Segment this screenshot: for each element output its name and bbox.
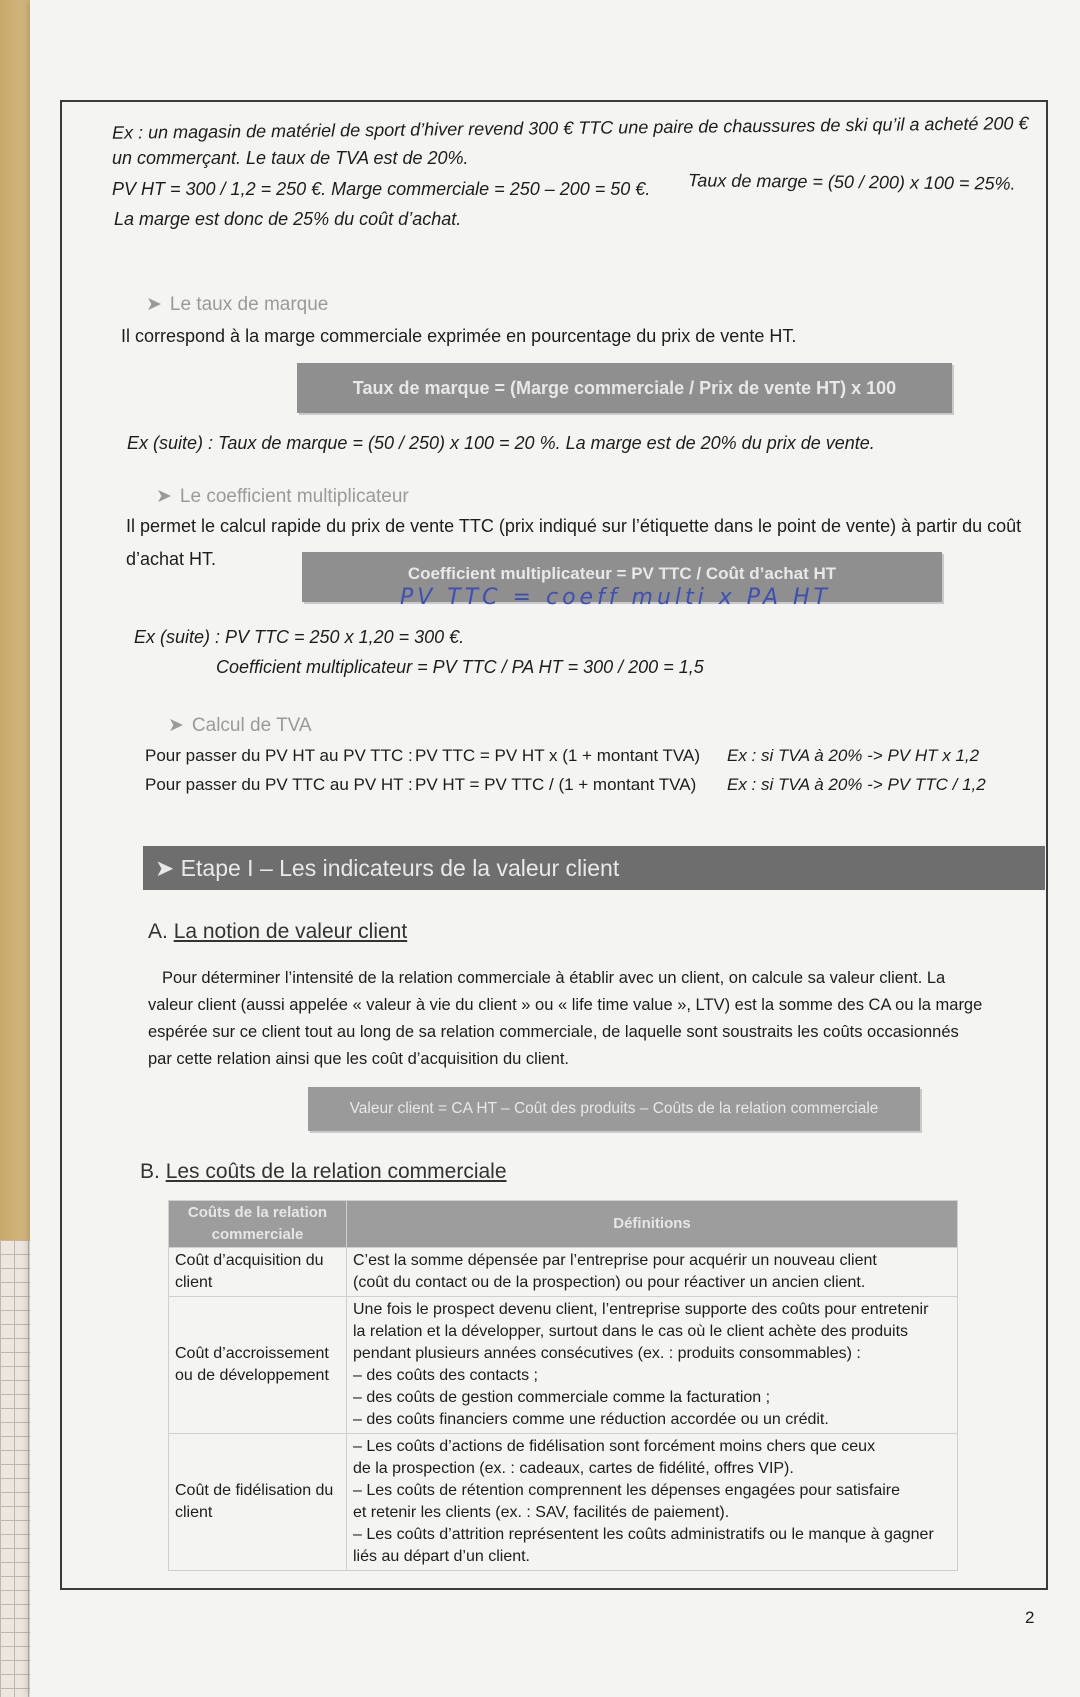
coefficient-formula: Coefficient multiplicateur = PV TTC / Coût d’achat HT <box>302 552 942 602</box>
example1-line2: un commerçant. Le taux de TVA est de 20%. <box>112 148 469 168</box>
costs-table <box>168 1200 958 1571</box>
tva-heading-label: Calcul de TVA <box>191 715 312 736</box>
tva-row2-formula: PV HT = PV TTC / (1 + montant TVA) <box>415 775 697 794</box>
definition-cell <box>347 1248 958 1297</box>
coefficient-definition-line2: d’achat HT. <box>126 549 217 569</box>
tva-row1-label: Pour passer du PV HT au PV TTC : <box>145 746 413 765</box>
definition-line: – des coûts financiers comme une réduction accordée ou un crédit. <box>353 1411 829 1428</box>
definition-line: pendant plusieurs années consécutives (ex. : produits consommables) : <box>353 1345 861 1362</box>
arrow-right-icon: ➤ <box>146 294 162 315</box>
section-a-title <box>148 920 407 944</box>
page-number: 2 <box>1025 1608 1035 1627</box>
etape-title: Etape I – Les indicateurs de la valeur client <box>180 855 620 881</box>
tva-heading <box>168 714 312 738</box>
taux-marque-formula: Taux de marque = (Marge commerciale / Prix de vente HT) x 100 <box>297 363 952 413</box>
valeur-client-formula: Valeur client = CA HT – Coût des produits – Coûts de la relation commerciale <box>308 1087 920 1131</box>
definition-line: de la prospection (ex. : cadeaux, cartes de fidélité, offres VIP). <box>353 1460 794 1477</box>
taux-marque-heading <box>146 293 328 317</box>
tva-row2-label: Pour passer du PV TTC au PV HT : <box>145 775 413 794</box>
coefficient-heading-label: Le coefficient multiplicateur <box>179 486 409 507</box>
tva-row1-formula: PV TTC = PV HT x (1 + montant TVA) <box>415 746 701 765</box>
coefficient-heading <box>156 485 409 509</box>
definition-cell <box>347 1434 958 1571</box>
coefficient-example-line2: Coefficient multiplicateur = PV TTC / PA HT = 300 / 200 = 1,5 <box>216 657 704 677</box>
table-row <box>169 1297 958 1434</box>
arrow-right-icon: ➤ <box>156 486 172 507</box>
example1-line3a: PV HT = 300 / 1,2 = 250 €. Marge commerciale = 250 – 200 = 50 €. <box>112 179 651 199</box>
definition-line: – Les coûts d’actions de fidélisation sont forcément moins chers que ceux <box>353 1438 876 1455</box>
definition-line: – Les coûts d’attrition représentent les coûts administratifs ou le manque à gagner <box>353 1526 934 1543</box>
coefficient-example-line1: Ex (suite) : PV TTC = 250 x 1,20 = 300 €. <box>134 627 465 647</box>
cost-name-cell: Coût d’accroissement ou de développement <box>169 1297 347 1434</box>
taux-marque-definition: Il correspond à la marge commerciale exprimée en pourcentage du prix de vente HT. <box>121 326 797 346</box>
section-a-letter: A. <box>148 920 168 943</box>
definition-line: (coût du contact ou de la prospection) ou pour réactiver un ancien client. <box>353 1274 866 1291</box>
definition-line: et retenir les clients (ex. : SAV, facilités de paiement). <box>353 1504 730 1521</box>
cost-name-cell: Coût d’acquisition du client <box>169 1248 347 1297</box>
etape-banner <box>143 846 1045 890</box>
section-b-label: Les coûts de la relation commerciale <box>165 1160 507 1183</box>
tva-row2-example: Ex : si TVA à 20% -> PV TTC / 1,2 <box>727 775 986 794</box>
definition-line: liés au départ d’un client. <box>353 1548 530 1565</box>
definition-line: – des coûts des contacts ; <box>353 1367 538 1384</box>
definition-line: – des coûts de gestion commerciale comme la facturation ; <box>353 1389 771 1406</box>
cost-name-cell: Coût de fidélisation du client <box>169 1434 347 1571</box>
taux-marque-example: Ex (suite) : Taux de marque = (50 / 250) x 100 = 20 %. La marge est de 20% du prix de vente. <box>127 433 875 453</box>
definition-cell <box>347 1297 958 1434</box>
table-row <box>169 1434 958 1571</box>
definition-line: C’est la somme dépensée par l’entreprise pour acquérir un nouveau client <box>353 1252 877 1269</box>
coefficient-definition-line1: Il permet le calcul rapide du prix de vente TTC (prix indiqué sur l’étiquette dans le point de vente) à partir du coût <box>126 516 1022 536</box>
section-b-title <box>140 1160 507 1184</box>
definition-line: Une fois le prospect devenu client, l’entreprise supporte des coûts pour entretenir <box>353 1301 929 1318</box>
example1-line3b: Taux de marge = (50 / 200) x 100 = 25%. <box>687 170 1016 194</box>
arrow-right-icon: ➤ <box>168 715 184 736</box>
definition-line: la relation et la développer, surtout dans le cas où le client achète des produits <box>353 1323 909 1340</box>
section-a-paragraph-line2: valeur client (aussi appelée « valeur à vie du client » ou « life time value », LTV) est la somme des CA ou la marge <box>148 996 983 1014</box>
definition-line: – Les coûts de rétention comprennent les dépenses engagées pour satisfaire <box>353 1482 901 1499</box>
section-a-paragraph-line1: Pour déterminer l’intensité de la relation commerciale à établir avec un client, on calcule sa valeur client. La <box>162 969 946 987</box>
column-header-costs: Coûts de la relation commerciale <box>169 1201 347 1248</box>
example1-line4: La marge est donc de 25% du coût d’achat. <box>114 209 462 229</box>
section-a-paragraph-line4: par cette relation ainsi que les coût d’acquisition du client. <box>148 1050 569 1068</box>
tva-row1-example: Ex : si TVA à 20% -> PV HT x 1,2 <box>727 746 980 765</box>
table-row <box>169 1248 958 1297</box>
section-b-letter: B. <box>140 1160 160 1183</box>
example1-line1: Ex : un magasin de matériel de sport d’hiver revend 300 € TTC une paire de chaussures de ski qu’il a acheté 200 € <box>111 113 1029 143</box>
taux-marque-heading-label: Le taux de marque <box>169 294 329 315</box>
handwritten-note: PV TTC = coeff multi x PA HT <box>400 585 831 610</box>
arrow-right-icon: ➤ <box>155 855 175 881</box>
column-header-definitions: Définitions <box>347 1201 958 1248</box>
table-header-row <box>169 1201 958 1248</box>
section-a-paragraph-line3: espérée sur ce client tout au long de sa relation commerciale, de laquelle sont soustraits les coûts occasionnés <box>148 1023 959 1041</box>
section-a-label: La notion de valeur client <box>173 920 408 943</box>
